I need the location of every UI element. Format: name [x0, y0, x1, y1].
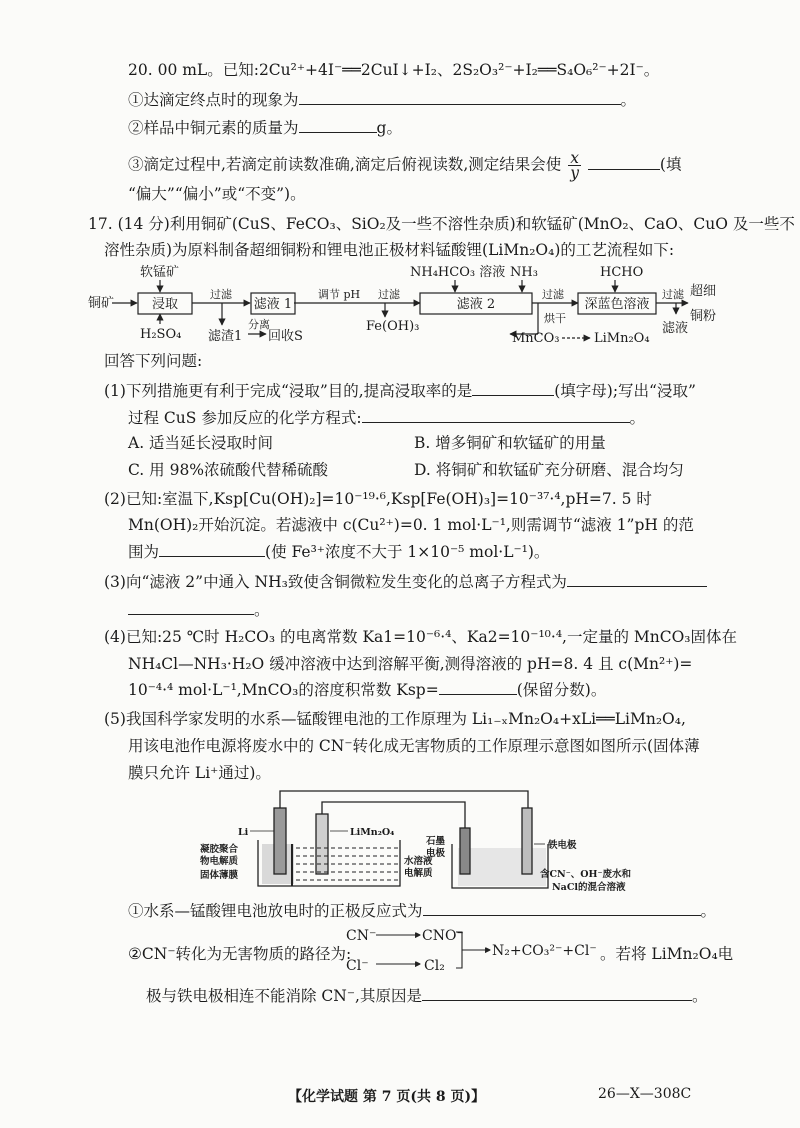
label-adjust-ph: 调节 pH — [318, 288, 361, 301]
answer-blank[interactable] — [423, 901, 701, 916]
answer-blank[interactable] — [299, 90, 621, 105]
path-cno: CNO⁻ — [422, 928, 464, 944]
q16-sub3: ③滴定过程中,若滴定前读数准确,滴定后俯视读数,测定结果会使 $\frac{x}{y}$ (填 — [128, 149, 682, 182]
paper-code: 26—X—308C — [598, 1086, 692, 1102]
graphite-electrode — [460, 828, 470, 874]
p1-line2: 过程 CuS 参加反应的化学方程式: 。 — [128, 409, 646, 427]
p2-line1: (2)已知:室温下,Ksp[Cu(OH)₂]=10⁻¹⁹·⁶,Ksp[Fe(OH)₃]=10⁻³⁷·⁴,pH=7. 5 时 — [104, 490, 652, 508]
label-nh3: NH₃ — [510, 265, 538, 280]
label-recover-s: 回收S — [268, 329, 303, 344]
label-waste1: 含CN⁻、OH⁻废水和 — [540, 869, 632, 880]
p5-sub2-line2: 极与铁电极相连不能消除 CN⁻,其原因是 。 — [146, 987, 708, 1005]
label-leach: 浸取 — [151, 297, 179, 312]
label-separate: 分离 — [248, 318, 270, 331]
label-filter2: 过滤 — [378, 288, 400, 301]
q17-heading-1: 17. (14 分)利用铜矿(CuS、FeCO₃、SiO₂及一些不溶性杂质)和软锰矿(MnO₂、CaO、CuO 及一些不 — [88, 215, 795, 233]
option-c[interactable]: C. 用 98%浓硫酸代替稀硫酸 — [128, 461, 329, 479]
p4-line2: NH₄Cl—NH₃·H₂O 缓冲溶液中达到溶解平衡,测得溶液的 pH=8. 4 且 c(Mn²⁺)= — [128, 655, 693, 673]
label-pyrolusite: 软锰矿 — [140, 265, 180, 280]
limn2o4-electrode — [316, 814, 328, 874]
label-aq2: 电解质 — [404, 868, 433, 879]
p3-line1: (3)向“滤液 2”中通入 NH₃致使含铜微粒发生变化的总离子方程式为 — [104, 572, 707, 592]
label-deep-blue: 深蓝色溶液 — [584, 297, 650, 312]
option-d[interactable]: D. 将铜矿和软锰矿充分研磨、混合均匀 — [414, 461, 684, 479]
answer-blank[interactable] — [588, 155, 660, 170]
label-h2so4: H₂SO₄ — [140, 327, 182, 342]
q17-heading-2: 溶性杂质)为原料制备超细铜粉和锂电池正极材料锰酸锂(LiMn₂O₄)的工艺流程如下: — [104, 241, 675, 259]
wire — [280, 791, 528, 808]
path-cn: CN⁻ — [346, 928, 377, 944]
p5-sub2-prefix: ②CN⁻转化为无害物质的路径为: — [128, 945, 352, 963]
label-li: Li — [238, 827, 249, 838]
label-copper-powder: 铜粉 — [690, 309, 717, 324]
answer-intro: 回答下列问题: — [104, 352, 203, 370]
fraction-x-over-y: $\frac{x}{y}$ — [570, 149, 579, 182]
p1-line1: (1)下列措施更有利于完成“浸取”目的,提高浸取率的是 (填字母);写出“浸取” — [104, 382, 696, 400]
wire — [322, 802, 465, 828]
label-ore: 铜矿 — [88, 296, 115, 311]
answer-blank[interactable] — [567, 572, 707, 587]
label-aq1: 水溶液 — [404, 856, 433, 867]
path-cl2: Cl₂ — [424, 958, 445, 974]
label-filtrate1: 滤液 1 — [253, 297, 293, 312]
label-dry: 烘干 — [544, 312, 566, 325]
option-b[interactable]: B. 增多铜矿和软锰矿的用量 — [414, 434, 606, 452]
p2-line3: 围为 (使 Fe³⁺浓度不大于 1×10⁻⁵ mol·L⁻¹)。 — [128, 543, 550, 561]
answer-blank[interactable] — [159, 542, 265, 557]
label-gel1: 凝胶聚合 — [200, 844, 239, 855]
path-products: N₂+CO₃²⁻+Cl⁻ — [492, 943, 597, 959]
p5-line2: 用该电池作电源将废水中的 CN⁻转化成无害物质的工作原理示意图如图所示(固体薄 — [128, 737, 700, 755]
waste-solution — [458, 848, 546, 886]
answer-blank[interactable] — [362, 408, 630, 423]
p5-line3: 膜只允许 Li⁺通过)。 — [128, 764, 271, 782]
iron-electrode — [522, 808, 532, 874]
q16-sub1: ①达滴定终点时的现象为 。 — [128, 91, 637, 109]
label-feoh3: Fe(OH)₃ — [366, 319, 420, 334]
label-filter3: 过滤 — [542, 288, 564, 301]
answer-blank[interactable] — [299, 118, 377, 133]
label-iron: 铁电极 — [548, 840, 577, 851]
p5-sub2-post: 。若将 LiMn₂O₄电 — [600, 945, 734, 963]
answer-blank[interactable] — [128, 600, 254, 615]
aqueous-electrolyte — [296, 848, 398, 880]
label-filtrate-out: 滤液 — [662, 321, 689, 336]
label-residue1: 滤渣1 — [208, 329, 243, 344]
label-graphite2: 电极 — [426, 848, 446, 859]
label-limn2o4-electrode: LiMn₂O₄ — [350, 827, 395, 838]
label-filter4: 过滤 — [662, 288, 684, 301]
page-footer: 【化学试题 第 7 页(共 8 页)】 — [288, 1089, 486, 1105]
answer-blank[interactable] — [422, 986, 692, 1001]
label-limn2o4: LiMn₂O₄ — [594, 331, 650, 346]
p5-sub1: ①水系—锰酸锂电池放电时的正极反应式为 。 — [128, 902, 717, 920]
label-mnco3: MnCO₃ — [512, 331, 560, 346]
answer-blank[interactable] — [439, 680, 517, 695]
label-nh4hco3: NH₄HCO₃ 溶液 — [410, 265, 506, 280]
q16-sub3-line2: “偏大”“偏小”或“不变”)。 — [128, 185, 306, 203]
p4-line3: 10⁻⁴·⁴ mol·L⁻¹,MnCO₃的溶度积常数 Ksp= (保留分数)。 — [128, 681, 607, 699]
label-filter1: 过滤 — [210, 288, 232, 301]
option-a[interactable]: A. 适当延长浸取时间 — [128, 434, 274, 452]
q16-sub2: ②样品中铜元素的质量为 g。 — [128, 119, 402, 137]
label-ultrafine: 超细 — [690, 284, 717, 299]
path-cl: Cl⁻ — [346, 958, 369, 974]
label-waste2: NaCl的混合溶液 — [552, 882, 626, 893]
battery-electrolysis-diagram — [0, 786, 800, 896]
p2-line2: Mn(OH)₂开始沉淀。若滤液中 c(Cu²⁺)=0. 1 mol·L⁻¹,则需调节“滤液 1”pH 的范 — [128, 516, 694, 534]
answer-blank[interactable] — [472, 381, 554, 396]
process-flow-chart — [0, 262, 800, 354]
label-graphite1: 石墨 — [426, 836, 446, 847]
label-gel2: 物电解质 — [200, 856, 239, 867]
q16-line0: 20. 00 mL。已知:2Cu²⁺+4I⁻══2CuI↓+I₂、2S₂O₃²⁻+I₂══S₄O₆²⁻+2I⁻。 — [128, 61, 660, 79]
label-hcho: HCHO — [600, 265, 644, 280]
li-electrode — [274, 808, 286, 874]
p4-line1: (4)已知:25 ℃时 H₂CO₃ 的电离常数 Ka1=10⁻⁶·⁴、Ka2=10⁻¹⁰·⁴,一定量的 MnCO₃固体在 — [104, 628, 738, 646]
label-filtrate2: 滤液 2 — [456, 297, 496, 312]
label-membrane: 固体薄膜 — [200, 870, 239, 881]
p3-line2: 。 — [128, 600, 270, 620]
p5-line1: (5)我国科学家发明的水系—锰酸锂电池的工作原理为 Li₁₋ₓMn₂O₄+xLi══LiMn₂O₄, — [104, 710, 686, 728]
